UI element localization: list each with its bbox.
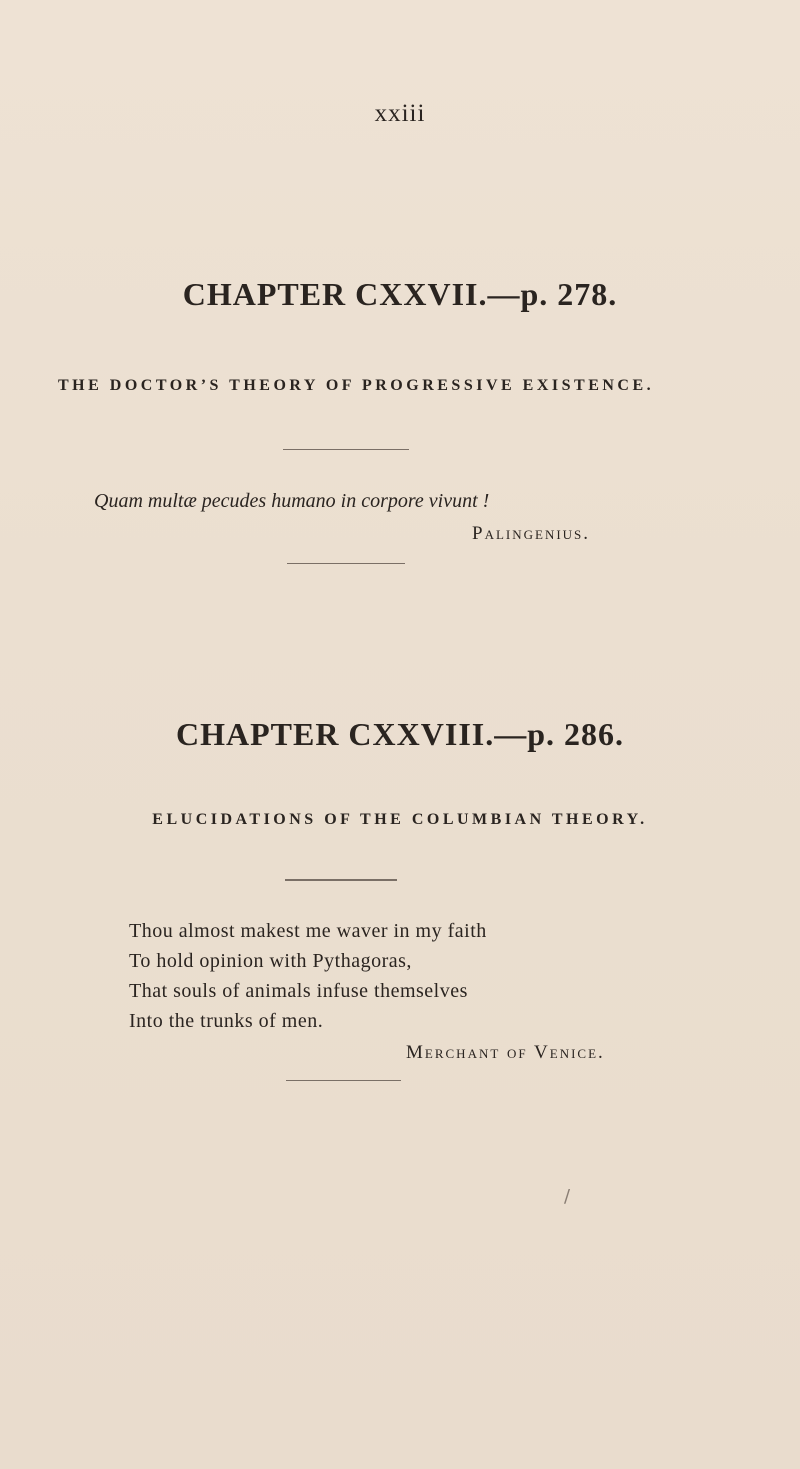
verse-line: Into the trunks of men. <box>129 1010 324 1032</box>
verse-line: Thou almost makest me waver in my faith <box>129 920 487 942</box>
chapter-title-cxxviii: CHAPTER CXXVIII.—p. 286. <box>175 716 625 752</box>
epigraph-attribution-palingenius: Palingenius. <box>472 523 591 544</box>
divider-rule <box>283 449 409 450</box>
page-number: xxiii <box>374 100 426 127</box>
chapter-subtitle-cxxvii: THE DOCTOR’S THEORY OF PROGRESSIVE EXISTENCE. <box>58 377 655 394</box>
pencil-mark: / <box>564 1186 571 1207</box>
chapter-title-cxxvii: CHAPTER CXXVII.—p. 278. <box>182 276 618 312</box>
divider-rule <box>287 563 405 564</box>
epigraph-attribution-merchant-of-venice: Merchant of Venice. <box>406 1042 605 1063</box>
latin-epigraph: Quam multæ pecudes humano in corpore vivunt ! <box>94 490 490 512</box>
verse-line: To hold opinion with Pythagoras, <box>129 950 412 972</box>
verse-line: That souls of animals infuse themselves <box>129 980 468 1002</box>
divider-rule <box>285 879 397 881</box>
divider-rule <box>286 1080 401 1081</box>
verse-epigraph <box>129 916 487 1036</box>
chapter-subtitle-cxxviii: ELUCIDATIONS OF THE COLUMBIAN THEORY. <box>152 811 648 828</box>
